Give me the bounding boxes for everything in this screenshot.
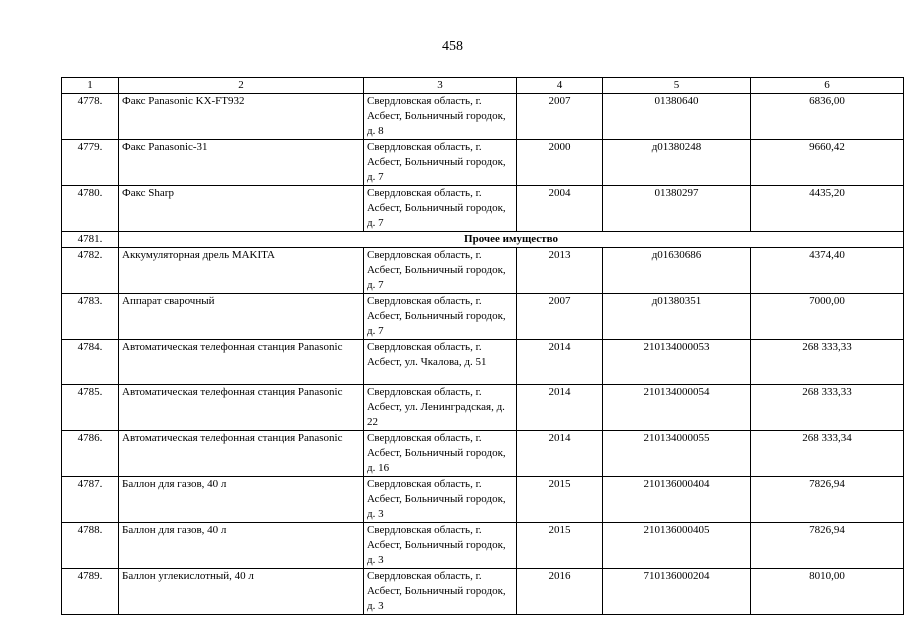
column-number-row: [62, 78, 904, 94]
item-name: Автоматическая телефонная станция Panasonic: [119, 385, 364, 431]
row-number: 4780.: [62, 186, 119, 232]
inventory-number: 01380297: [603, 186, 751, 232]
item-name: Факс Panasonic KX-FT932: [119, 94, 364, 140]
row-number: 4788.: [62, 523, 119, 569]
inventory-number: 210136000405: [603, 523, 751, 569]
book-value: 6836,00: [751, 94, 904, 140]
book-value: 7826,94: [751, 477, 904, 523]
item-address: Свердловская область, г. Асбест, Больничный городок, д. 8: [364, 94, 517, 140]
book-value: 7826,94: [751, 523, 904, 569]
item-year: 2013: [517, 248, 603, 294]
row-number: 4784.: [62, 340, 119, 385]
book-value: 268 333,33: [751, 385, 904, 431]
item-name: Факс Panasonic-31: [119, 140, 364, 186]
book-value: 268 333,34: [751, 431, 904, 477]
table-row: [62, 569, 904, 615]
inventory-number: 210136000404: [603, 477, 751, 523]
item-year: 2014: [517, 340, 603, 385]
table-row: [62, 94, 904, 140]
item-year: 2000: [517, 140, 603, 186]
row-number: 4778.: [62, 94, 119, 140]
page-number: 458: [442, 39, 463, 54]
table-row: [62, 294, 904, 340]
table-row: [62, 140, 904, 186]
book-value: 4374,40: [751, 248, 904, 294]
row-number: 4783.: [62, 294, 119, 340]
item-year: 2007: [517, 294, 603, 340]
table-row: [62, 431, 904, 477]
row-number: 4785.: [62, 385, 119, 431]
column-header: 4: [517, 78, 603, 94]
column-header: 5: [603, 78, 751, 94]
item-name: Баллон для газов, 40 л: [119, 477, 364, 523]
table-row: [62, 248, 904, 294]
item-address: Свердловская область, г. Асбест, Больничный городок, д. 16: [364, 431, 517, 477]
table-row: [62, 340, 904, 385]
inventory-number: 210134000055: [603, 431, 751, 477]
item-year: 2015: [517, 523, 603, 569]
table-row: [62, 523, 904, 569]
property-registry-table: [61, 77, 904, 615]
item-address: Свердловская область, г. Асбест, Больничный городок, д. 7: [364, 140, 517, 186]
item-name: Автоматическая телефонная станция Panasonic: [119, 431, 364, 477]
item-name: Факс Sharp: [119, 186, 364, 232]
column-header: 1: [62, 78, 119, 94]
item-address: Свердловская область, г. Асбест, ул. Чкалова, д. 51: [364, 340, 517, 385]
item-year: 2014: [517, 385, 603, 431]
item-year: 2016: [517, 569, 603, 615]
row-number: 4781.: [62, 232, 119, 248]
table-row: [62, 186, 904, 232]
table-row: [62, 477, 904, 523]
section-title: Прочее имущество: [119, 232, 904, 248]
item-address: Свердловская область, г. Асбест, Больничный городок, д. 7: [364, 186, 517, 232]
row-number: 4779.: [62, 140, 119, 186]
book-value: 8010,00: [751, 569, 904, 615]
item-year: 2007: [517, 94, 603, 140]
item-name: Баллон углекислотный, 40 л: [119, 569, 364, 615]
item-address: Свердловская область, г. Асбест, Больничный городок, д. 3: [364, 569, 517, 615]
item-address: Свердловская область, г. Асбест, ул. Ленинградская, д. 22: [364, 385, 517, 431]
book-value: 4435,20: [751, 186, 904, 232]
column-header: 3: [364, 78, 517, 94]
item-name: Аккумуляторная дрель MAKITA: [119, 248, 364, 294]
row-number: 4787.: [62, 477, 119, 523]
row-number: 4786.: [62, 431, 119, 477]
column-header: 6: [751, 78, 904, 94]
item-address: Свердловская область, г. Асбест, Больничный городок, д. 3: [364, 523, 517, 569]
book-value: 7000,00: [751, 294, 904, 340]
item-name: Автоматическая телефонная станция Panasonic: [119, 340, 364, 385]
item-address: Свердловская область, г. Асбест, Больничный городок, д. 7: [364, 294, 517, 340]
item-address: Свердловская область, г. Асбест, Больничный городок, д. 7: [364, 248, 517, 294]
inventory-number: д01380351: [603, 294, 751, 340]
item-year: 2004: [517, 186, 603, 232]
book-value: 9660,42: [751, 140, 904, 186]
inventory-number: д01630686: [603, 248, 751, 294]
column-header: 2: [119, 78, 364, 94]
item-address: Свердловская область, г. Асбест, Больничный городок, д. 3: [364, 477, 517, 523]
inventory-number: 210134000053: [603, 340, 751, 385]
inventory-number: 01380640: [603, 94, 751, 140]
item-name: Аппарат сварочный: [119, 294, 364, 340]
inventory-number: 210134000054: [603, 385, 751, 431]
item-year: 2014: [517, 431, 603, 477]
section-row: [62, 232, 904, 248]
item-year: 2015: [517, 477, 603, 523]
row-number: 4789.: [62, 569, 119, 615]
inventory-number: д01380248: [603, 140, 751, 186]
table-row: [62, 385, 904, 431]
row-number: 4782.: [62, 248, 119, 294]
item-name: Баллон для газов, 40 л: [119, 523, 364, 569]
book-value: 268 333,33: [751, 340, 904, 385]
inventory-number: 710136000204: [603, 569, 751, 615]
